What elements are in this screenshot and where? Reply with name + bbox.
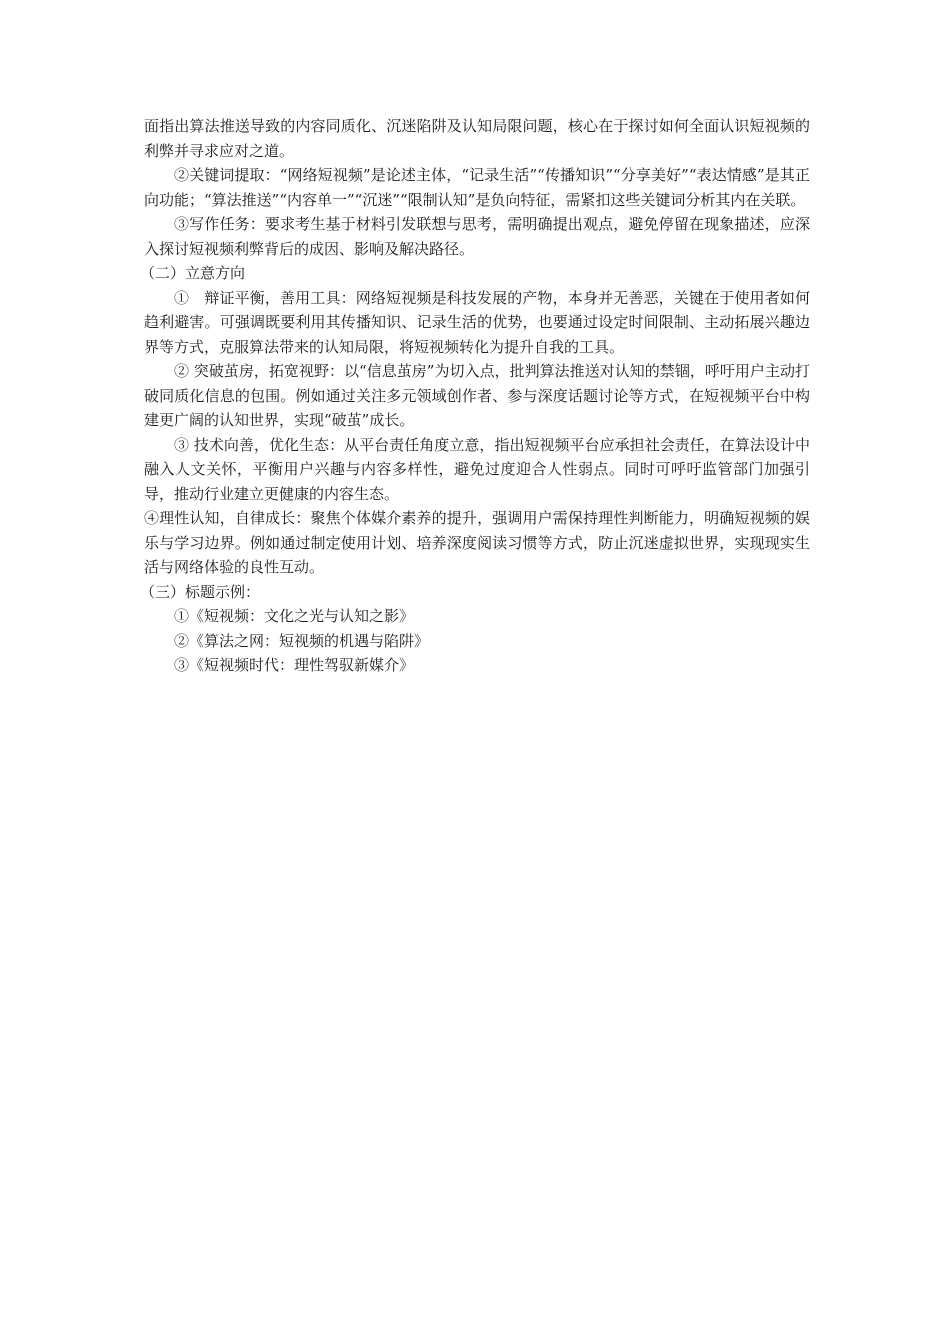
direction-item-4: ④理性认知，自律成长：聚焦个体媒介素养的提升，强调用户需保持理性判断能力，明确短视频的娱乐与学习边界。例如通过制定使用计划、培养深度阅读习惯等方式，防止沉迷虚拟世界，实现现实生活与网络体验的良性互动。 <box>144 509 810 576</box>
title-example-3: ③《短视频时代：理性驾驭新媒介》 <box>174 656 415 674</box>
analysis-keywords-paragraph: ②关键词提取：“网络短视频”是论述主体，“记录生活”“传播知识”“分享美好”“表达情感”是其正向功能；“算法推送”“内容单一”“沉迷”“限制认知”是负向特征，需紧扣这些关键词分析其内在关联。 <box>144 166 810 209</box>
analysis-intro-paragraph: 面指出算法推送导致的内容同质化、沉迷陷阱及认知局限问题，核心在于探讨如何全面认识短视频的利弊并寻求应对之道。 <box>144 117 810 160</box>
analysis-task-paragraph: ③写作任务：要求考生基于材料引发联想与思考，需明确提出观点，避免停留在现象描述，应深入探讨短视频利弊背后的成因、影响及解决路径。 <box>144 215 810 258</box>
section-heading-direction: （二）立意方向 <box>140 264 246 282</box>
section-heading-titles: （三）标题示例： <box>140 582 261 601</box>
title-example-1: ①《短视频：文化之光与认知之影》 <box>174 607 415 625</box>
direction-item-3: ③ 技术向善，优化生态：从平台责任角度立意，指出短视频平台应承担社会责任，在算法设计中融入人文关怀，平衡用户兴趣与内容多样性，避免过度迎合人性弱点。同时可呼吁监管部门加强引导，推动行业建立更健康的内容生态。 <box>144 435 810 503</box>
direction-item-2: ② 突破茧房，拓宽视野：以“信息茧房”为切入点，批判算法推送对认知的禁锢，呼吁用户主动打破同质化信息的包围。例如通过关注多元领域创作者、参与深度话题讨论等方式，在短视频平台中构建更广阔的认知世界，实现“破茧”成长。 <box>144 362 810 429</box>
document-page <box>140 114 810 678</box>
title-example-2: ②《算法之网：短视频的机遇与陷阱》 <box>174 631 430 650</box>
direction-item-1: ① 辩证平衡，善用工具：网络短视频是科技发展的产物，本身并无善恶，关键在于使用者如何趋利避害。可强调既要利用其传播知识、记录生活的优势，也要通过设定时间限制、主动拓展兴趣边界等方式，克服算法带来的认知局限，将短视频转化为提升自我的工具。 <box>144 288 810 356</box>
